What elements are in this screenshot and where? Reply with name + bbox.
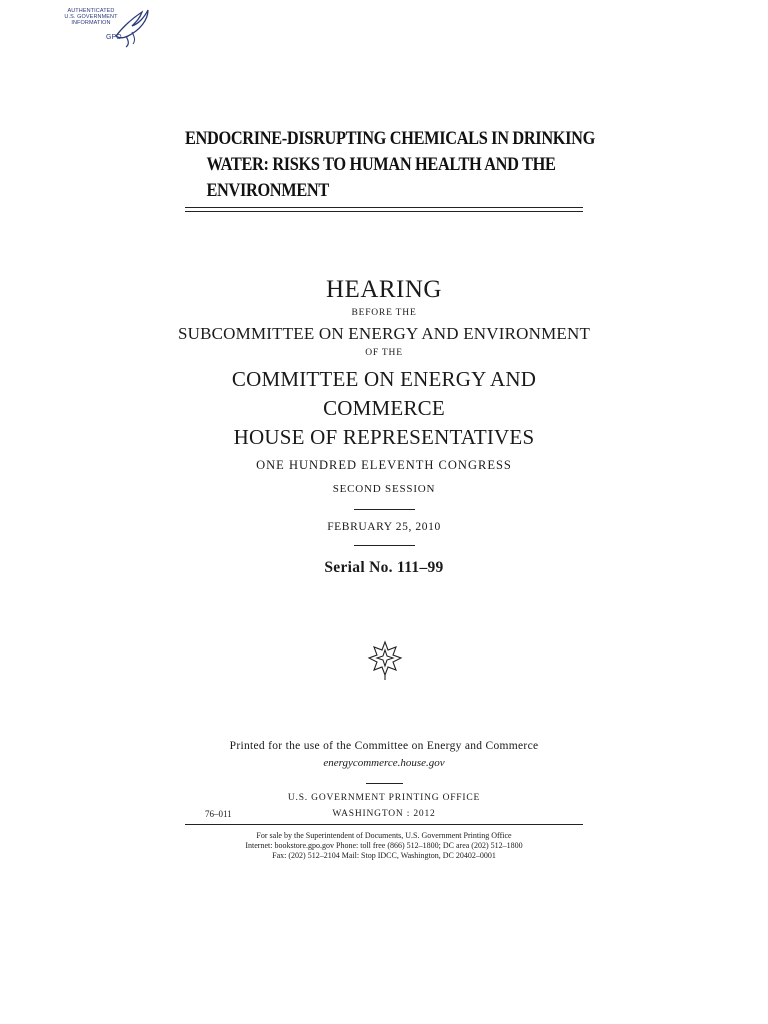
- eagle-icon: [112, 6, 152, 48]
- session-label: SECOND SESSION: [332, 483, 436, 495]
- title-line-2: WATER: RISKS TO HUMAN HEALTH AND THE: [206, 154, 556, 175]
- committee-website: energycommerce.house.gov: [323, 757, 445, 769]
- serial-number: Serial No. 111–99: [324, 559, 444, 576]
- gpo-authentication-seal: [60, 6, 150, 48]
- title-rule-top: [185, 207, 583, 208]
- printing-office-name: U.S. GOVERNMENT PRINTING OFFICE: [287, 793, 481, 803]
- of-the-label: OF THE: [365, 348, 403, 358]
- hearing-heading: HEARING: [326, 276, 442, 303]
- divider-rule: [366, 783, 403, 784]
- seal-gpo-mark: GPO: [106, 34, 122, 41]
- committee-name-line-1: COMMITTEE ON ENERGY AND: [231, 367, 537, 391]
- jacket-number: 76–011: [205, 809, 232, 819]
- subcommittee-name: SUBCOMMITTEE ON ENERGY AND ENVIRONMENT: [177, 324, 591, 343]
- title-rule-bottom: [185, 211, 583, 212]
- place-and-year: WASHINGTON : 2012: [332, 809, 436, 819]
- star-ornament-icon: [367, 640, 403, 682]
- printed-for-note: Printed for the use of the Committee on Energy and Commerce: [229, 740, 539, 752]
- hearing-date: FEBRUARY 25, 2010: [327, 521, 441, 533]
- before-the-label: BEFORE THE: [351, 308, 417, 318]
- document-title: [185, 126, 595, 204]
- seal-line-information: INFORMATION: [71, 20, 111, 26]
- divider-rule: [354, 545, 415, 546]
- divider-rule: [354, 509, 415, 510]
- house-of-representatives: HOUSE OF REPRESENTATIVES: [233, 425, 535, 449]
- congress-label: ONE HUNDRED ELEVENTH CONGRESS: [256, 458, 512, 472]
- seal-line-government: U.S. GOVERNMENT: [64, 14, 118, 20]
- title-line-1: ENDOCRINE-DISRUPTING CHEMICALS IN DRINKING: [185, 128, 595, 149]
- seal-line-authenticated: AUTHENTICATED: [67, 8, 115, 14]
- sale-line-3: Fax: (202) 512–2104 Mail: Stop IDCC, Washington, DC 20402–0001: [272, 851, 496, 860]
- committee-name-line-2: COMMERCE: [323, 396, 445, 420]
- title-line-3: ENVIRONMENT: [206, 180, 329, 201]
- sale-line-1: For sale by the Superintendent of Documents, U.S. Government Printing Office: [256, 831, 512, 840]
- sale-line-2: Internet: bookstore.gpo.gov Phone: toll free (866) 512–1800; DC area (202) 512–1800: [245, 841, 523, 850]
- bottom-rule: [185, 824, 583, 825]
